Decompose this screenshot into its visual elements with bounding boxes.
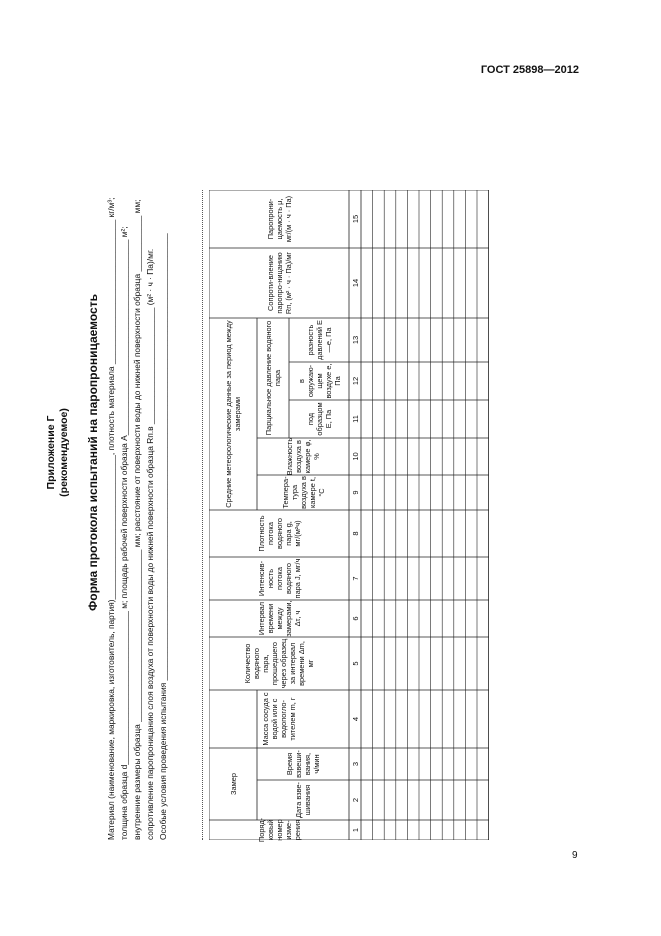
column-number-8: 8 [350,531,360,536]
field-air-resistance: сопротивление паропроницанию слоя воздуха от поверхности воды до нижней поверхности образца Rп.в _________________________ (м² · ч · Па)/мг. [145,248,155,840]
column-number-6: 6 [350,616,360,621]
appendix-subtitle: (рекомендуемое) [58,408,70,497]
column-header-5: Количество водяного пара, прошедшего через образец за интервал времени Δm, мг [243,638,315,689]
protocol-fields [105,190,170,840]
column-number-1: 1 [350,827,360,833]
appendix-title: Приложение Г [45,415,57,490]
column-header-15: Паропрони-цаемость μ, мг/(м · ч · Па) [265,195,293,243]
column-number-15: 15 [350,214,360,224]
group-partial-header: Парциальное давление водяного пара [264,320,282,436]
column-header-8: Плотность потока водяного пара g, мг/(м²ч) [256,515,302,552]
column-header-3: Время взвеши-вания, ч/мин [285,750,321,778]
standard-number: ГОСТ 25898—2012 [480,64,579,76]
column-header-14: Сопроти-вление паропро-ницанию Rп, (м² · ч · Па)/мг [265,251,293,315]
column-header-10: Влажность воздуха в камере φ, % [285,437,321,476]
column-header-7: Интенсив-ность потока водяного пара J, мг/ч [256,558,302,599]
column-header-4: Масса сосуда с водой или с водопогло-тителем m, г [261,692,297,746]
column-number-5: 5 [350,661,360,666]
group-meteo-header: Средние метеорологические данные за период между замерами [224,320,242,508]
column-number-3: 3 [350,761,360,767]
column-header-2: Дата взве-шивания [294,781,312,819]
column-number-9: 9 [350,490,360,495]
column-number-12: 12 [350,376,360,386]
field-material: Материал (наименование, маркировка, изготовитель, партия)_______________________________, плотность материала _______________________________ кг/м³; [106,197,116,840]
group-measure-header: Замер [228,773,238,795]
form-heading: Форма протокола испытаний на паропроницаемость [86,294,100,611]
column-number-11: 11 [350,415,360,423]
column-number-2: 2 [350,797,360,803]
rotated-content [45,65,485,843]
column-number-13: 13 [350,335,360,345]
field-thickness: толщина образца d_________________________________ м; площадь рабочей поверхности образца A__________________________________________ м²; [119,226,129,840]
field-special-conditions: Особые условия проведения испытания ________________________________________________________________________________________________ [158,233,168,840]
protocol-table [209,190,489,843]
column-header-13: разность давлений E—e, Па [305,320,333,360]
column-number-14: 14 [350,278,360,288]
column-header-12: в окружаю-щем воздухе e, Па [296,363,342,399]
field-inner-size: внутренние размеры образца _____________________________________ мм; расстояние от поверхности воды до нижней поверхности образца ____________ мм; [132,199,142,840]
page-number: 9 [572,850,578,861]
column-header-1: Поряд-ковый номер изме-рения [256,817,302,843]
column-header-6: Интервал времени между замерами, Δτ, ч [256,600,302,637]
dotted-divider [202,190,203,840]
column-header-9: Темпера-тура воздуха в камере t, °С [280,476,326,509]
column-number-10: 10 [350,452,360,461]
column-header-11: под образцом E, Па [305,402,333,436]
column-number-7: 7 [350,576,360,581]
column-number-4: 4 [350,716,360,722]
